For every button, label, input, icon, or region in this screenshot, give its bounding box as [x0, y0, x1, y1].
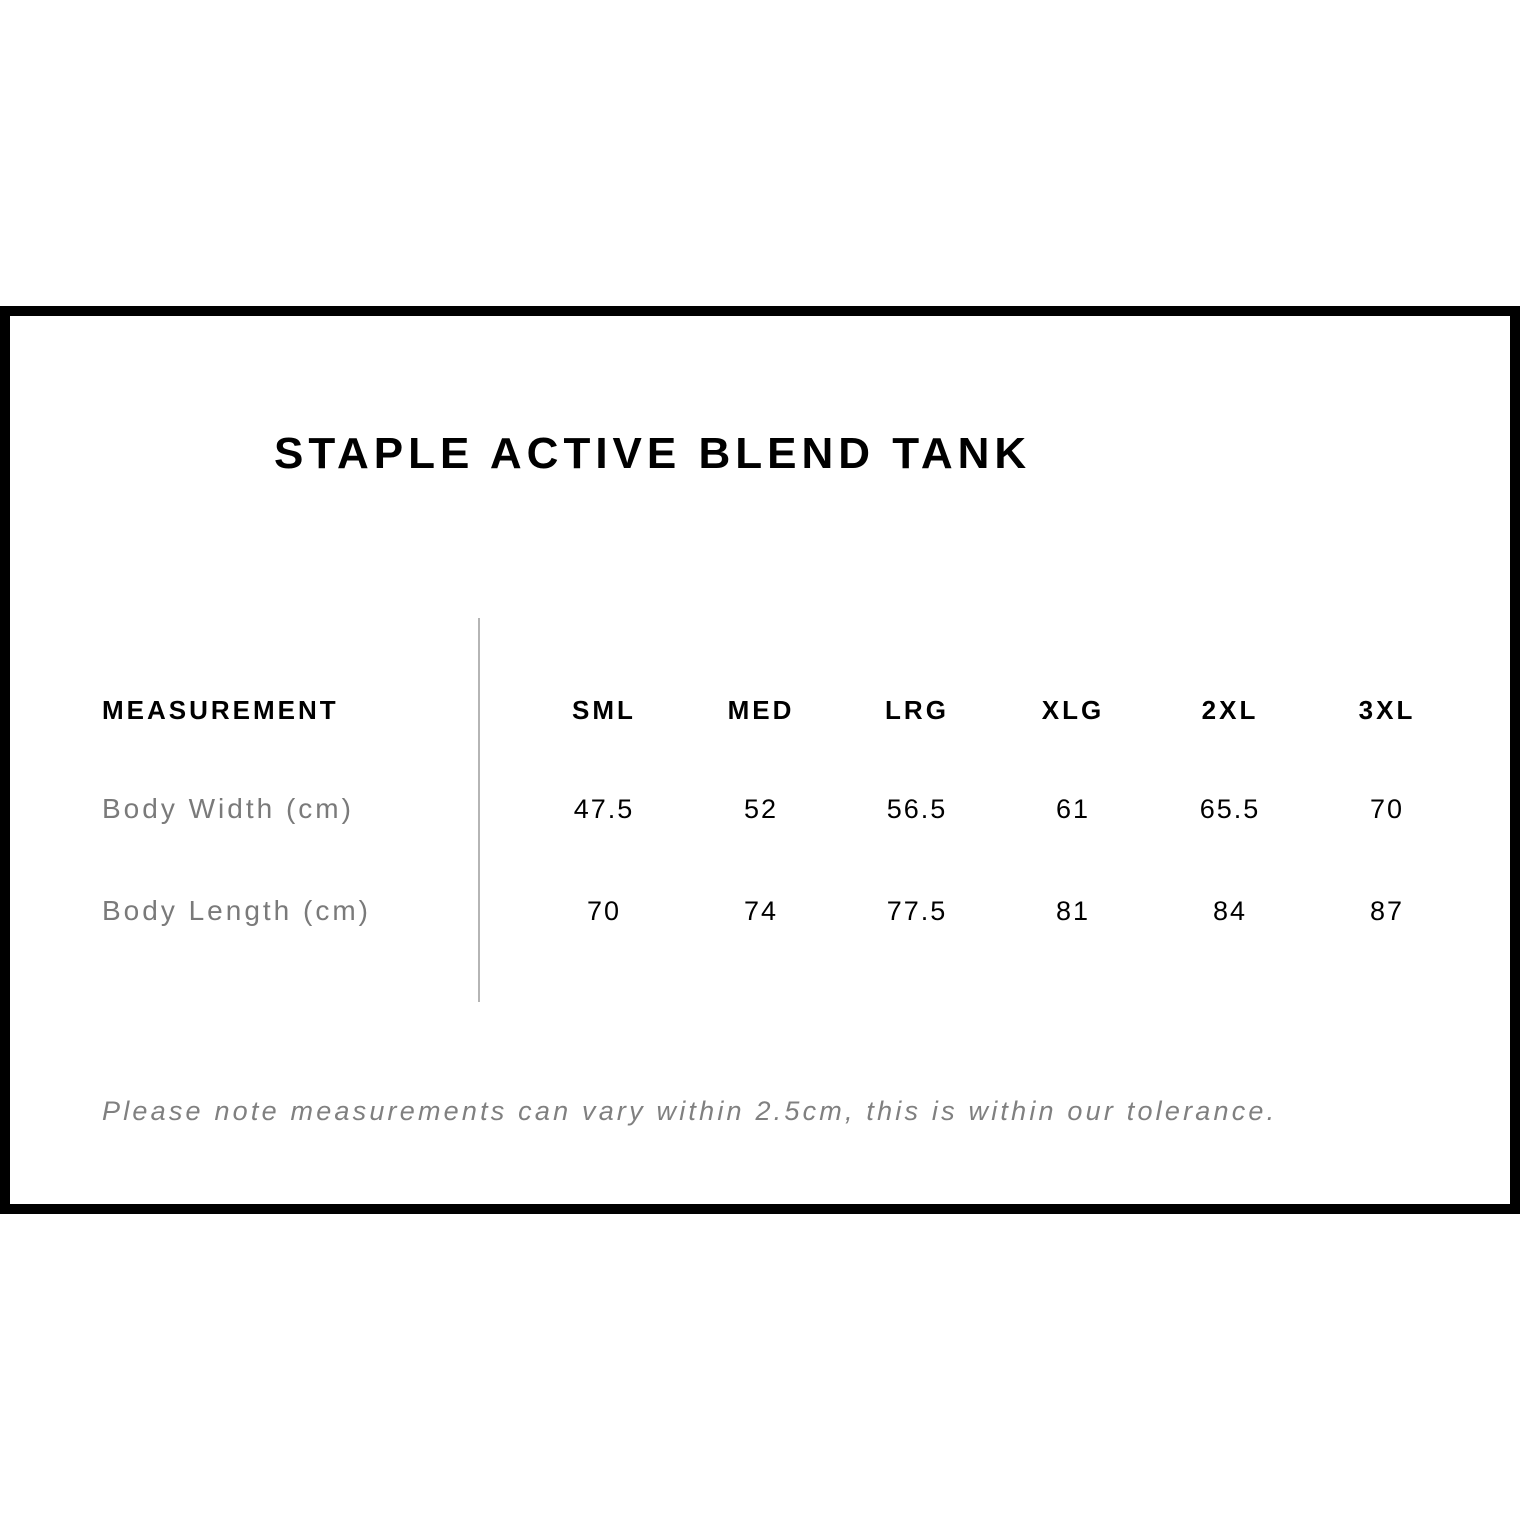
- size-header-med: MED: [727, 695, 795, 725]
- table-cell: 81: [1055, 896, 1091, 926]
- table-cell: 74: [743, 896, 779, 926]
- size-header-3xl: 3XL: [1358, 695, 1416, 725]
- table-cell: 84: [1212, 896, 1248, 926]
- measurement-header: MEASUREMENT: [102, 695, 339, 725]
- table-cell: 47.5: [573, 794, 635, 824]
- page-title: STAPLE ACTIVE BLEND TANK: [274, 429, 1032, 478]
- table-cell: 56.5: [886, 794, 948, 824]
- size-chart-frame: [0, 306, 1520, 1214]
- table-cell: 77.5: [886, 896, 948, 926]
- size-header-xlg: XLG: [1041, 695, 1105, 725]
- size-header-lrg: LRG: [885, 695, 949, 725]
- tolerance-note: Please note measurements can vary within 2.5cm, this is within our tolerance.: [102, 1096, 1278, 1126]
- size-header-2xl: 2XL: [1201, 695, 1259, 725]
- table-cell: 61: [1055, 794, 1091, 824]
- row-label-body-width: Body Width (cm): [102, 793, 354, 824]
- row-label-body-length: Body Length (cm): [102, 895, 371, 926]
- table-cell: 87: [1369, 896, 1405, 926]
- size-header-sml: SML: [572, 695, 636, 725]
- table-cell: 70: [586, 896, 622, 926]
- table-cell: 65.5: [1199, 794, 1261, 824]
- column-divider: [478, 618, 480, 1002]
- table-cell: 52: [743, 794, 779, 824]
- table-cell: 70: [1369, 794, 1405, 824]
